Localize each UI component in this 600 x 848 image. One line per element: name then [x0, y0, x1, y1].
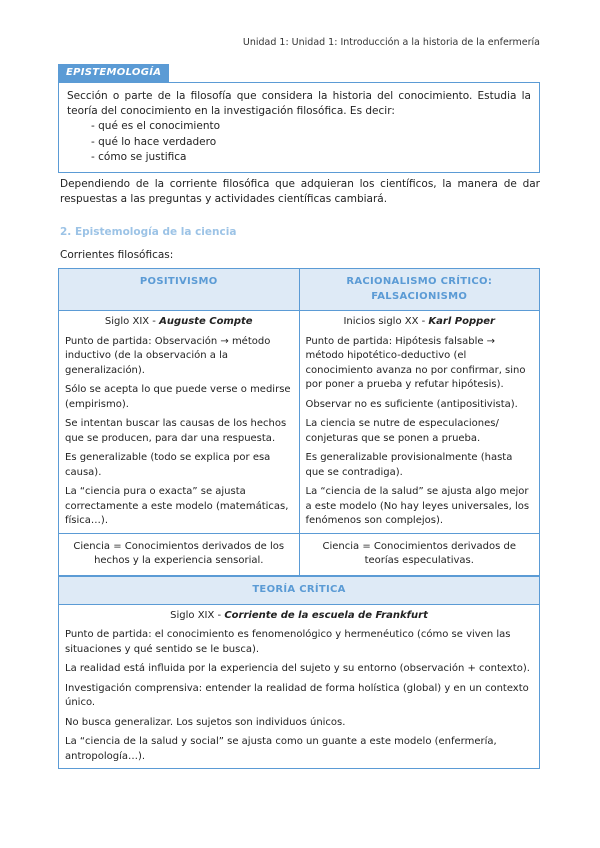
epistemologia-list: [91, 119, 531, 165]
racionalismo-header: RACIONALISMO CRÍTICO: FALSACIONISMO: [299, 269, 540, 311]
teoria-critica-author: Corriente de la escuela de Frankfurt: [224, 609, 428, 621]
teoria-critica-table: [58, 576, 540, 769]
positivismo-point: La “ciencia pura o exacta” se ajusta correctamente a este modelo (matemáticas, física…).: [65, 486, 289, 526]
positivismo-era: Siglo XIX - Auguste Compte: [104, 316, 253, 327]
racionalismo-era: Inicios siglo XX - Karl Popper: [343, 316, 495, 327]
section-title: 2. Epistemología de la ciencia: [60, 226, 237, 238]
epistemologia-definition: Sección o parte de la filosofía que considera la historia del conocimiento. Estudia la teoría del conocimiento en la investigación filosófica. Es decir:: [67, 90, 531, 118]
positivismo-footer: Ciencia = Conocimientos derivados de los hechos y la experiencia sensorial.: [59, 533, 300, 575]
racionalismo-point: La “ciencia de la salud” se ajusta algo mejor a este modelo (No hay leyes universales, los fenómenos son complejos).: [305, 486, 530, 526]
teoria-critica-point: No busca generalizar. Los sujetos son individuos únicos.: [65, 716, 346, 728]
racionalismo-author: Karl Popper: [428, 316, 495, 327]
teoria-critica-era: Siglo XIX - Corriente de la escuela de Frankfurt: [170, 609, 428, 621]
racionalismo-point: Observar no es suficiente (antipositivista).: [305, 398, 518, 410]
teoria-critica-point: La “ciencia de la salud y social” se ajusta como un guante a este modelo (enfermería, antropología…).: [65, 736, 497, 762]
corrientes-label: Corrientes filosóficas:: [60, 249, 174, 261]
positivismo-point: Sólo se acepta lo que puede verse o medirse (empirismo).: [65, 384, 291, 410]
corrientes-table: [58, 268, 540, 576]
teoria-critica-header: TEORÍA CRÍTICA: [59, 577, 540, 605]
epistemologia-box: [58, 82, 540, 173]
positivismo-point: Es generalizable (todo se explica por esa causa).: [65, 452, 271, 478]
intro-paragraph: Dependiendo de la corriente filosófica que adquieran los científicos, la manera de dar respuestas a las preguntas y actividades científicas cambiará.: [60, 178, 540, 206]
list-item: - cómo se justifica: [91, 150, 531, 165]
page-header: Unidad 1: Unidad 1: Introducción a la historia de la enfermería: [242, 37, 540, 48]
list-item: - qué lo hace verdadero: [91, 135, 531, 150]
positivismo-header: POSITIVISMO: [59, 269, 300, 311]
racionalismo-point: Es generalizable provisionalmente (hasta que se contradiga).: [305, 452, 513, 478]
teoria-critica-point: Investigación comprensiva: entender la realidad de forma holística (global) y en un contexto único.: [65, 682, 529, 708]
racionalismo-point: La ciencia se nutre de especulaciones/ conjeturas que se ponen a prueba.: [305, 418, 499, 444]
teoria-critica-point: La realidad está influida por la experiencia del sujeto y su entorno (observación + contexto).: [65, 663, 530, 674]
positivismo-author: Auguste Compte: [159, 316, 253, 327]
list-item: - qué es el conocimiento: [91, 119, 531, 134]
teoria-critica-point: Punto de partida: el conocimiento es fenomenológico y hermenéutico (cómo se viven las situaciones y qué sentido se le busca).: [65, 629, 511, 655]
positivismo-cell: [59, 311, 300, 534]
teoria-critica-cell: [59, 604, 540, 769]
racionalismo-cell: [299, 311, 540, 534]
racionalismo-point: Punto de partida: Hipótesis falsable → método hipotético-deductivo (el conocimiento avanza no por confirmar, sino por poner a prueba y refutar hipótesis).: [305, 335, 526, 390]
positivismo-point: Punto de partida: Observación → método inductivo (de la observación a la generalización).: [65, 335, 271, 376]
epistemologia-tab: EPISTEMOLOGÍA: [58, 64, 169, 83]
positivismo-point: Se intentan buscar las causas de los hechos que se producen, para dar una respuesta.: [65, 418, 287, 444]
racionalismo-footer: Ciencia = Conocimientos derivados de teorías especulativas.: [299, 533, 540, 575]
